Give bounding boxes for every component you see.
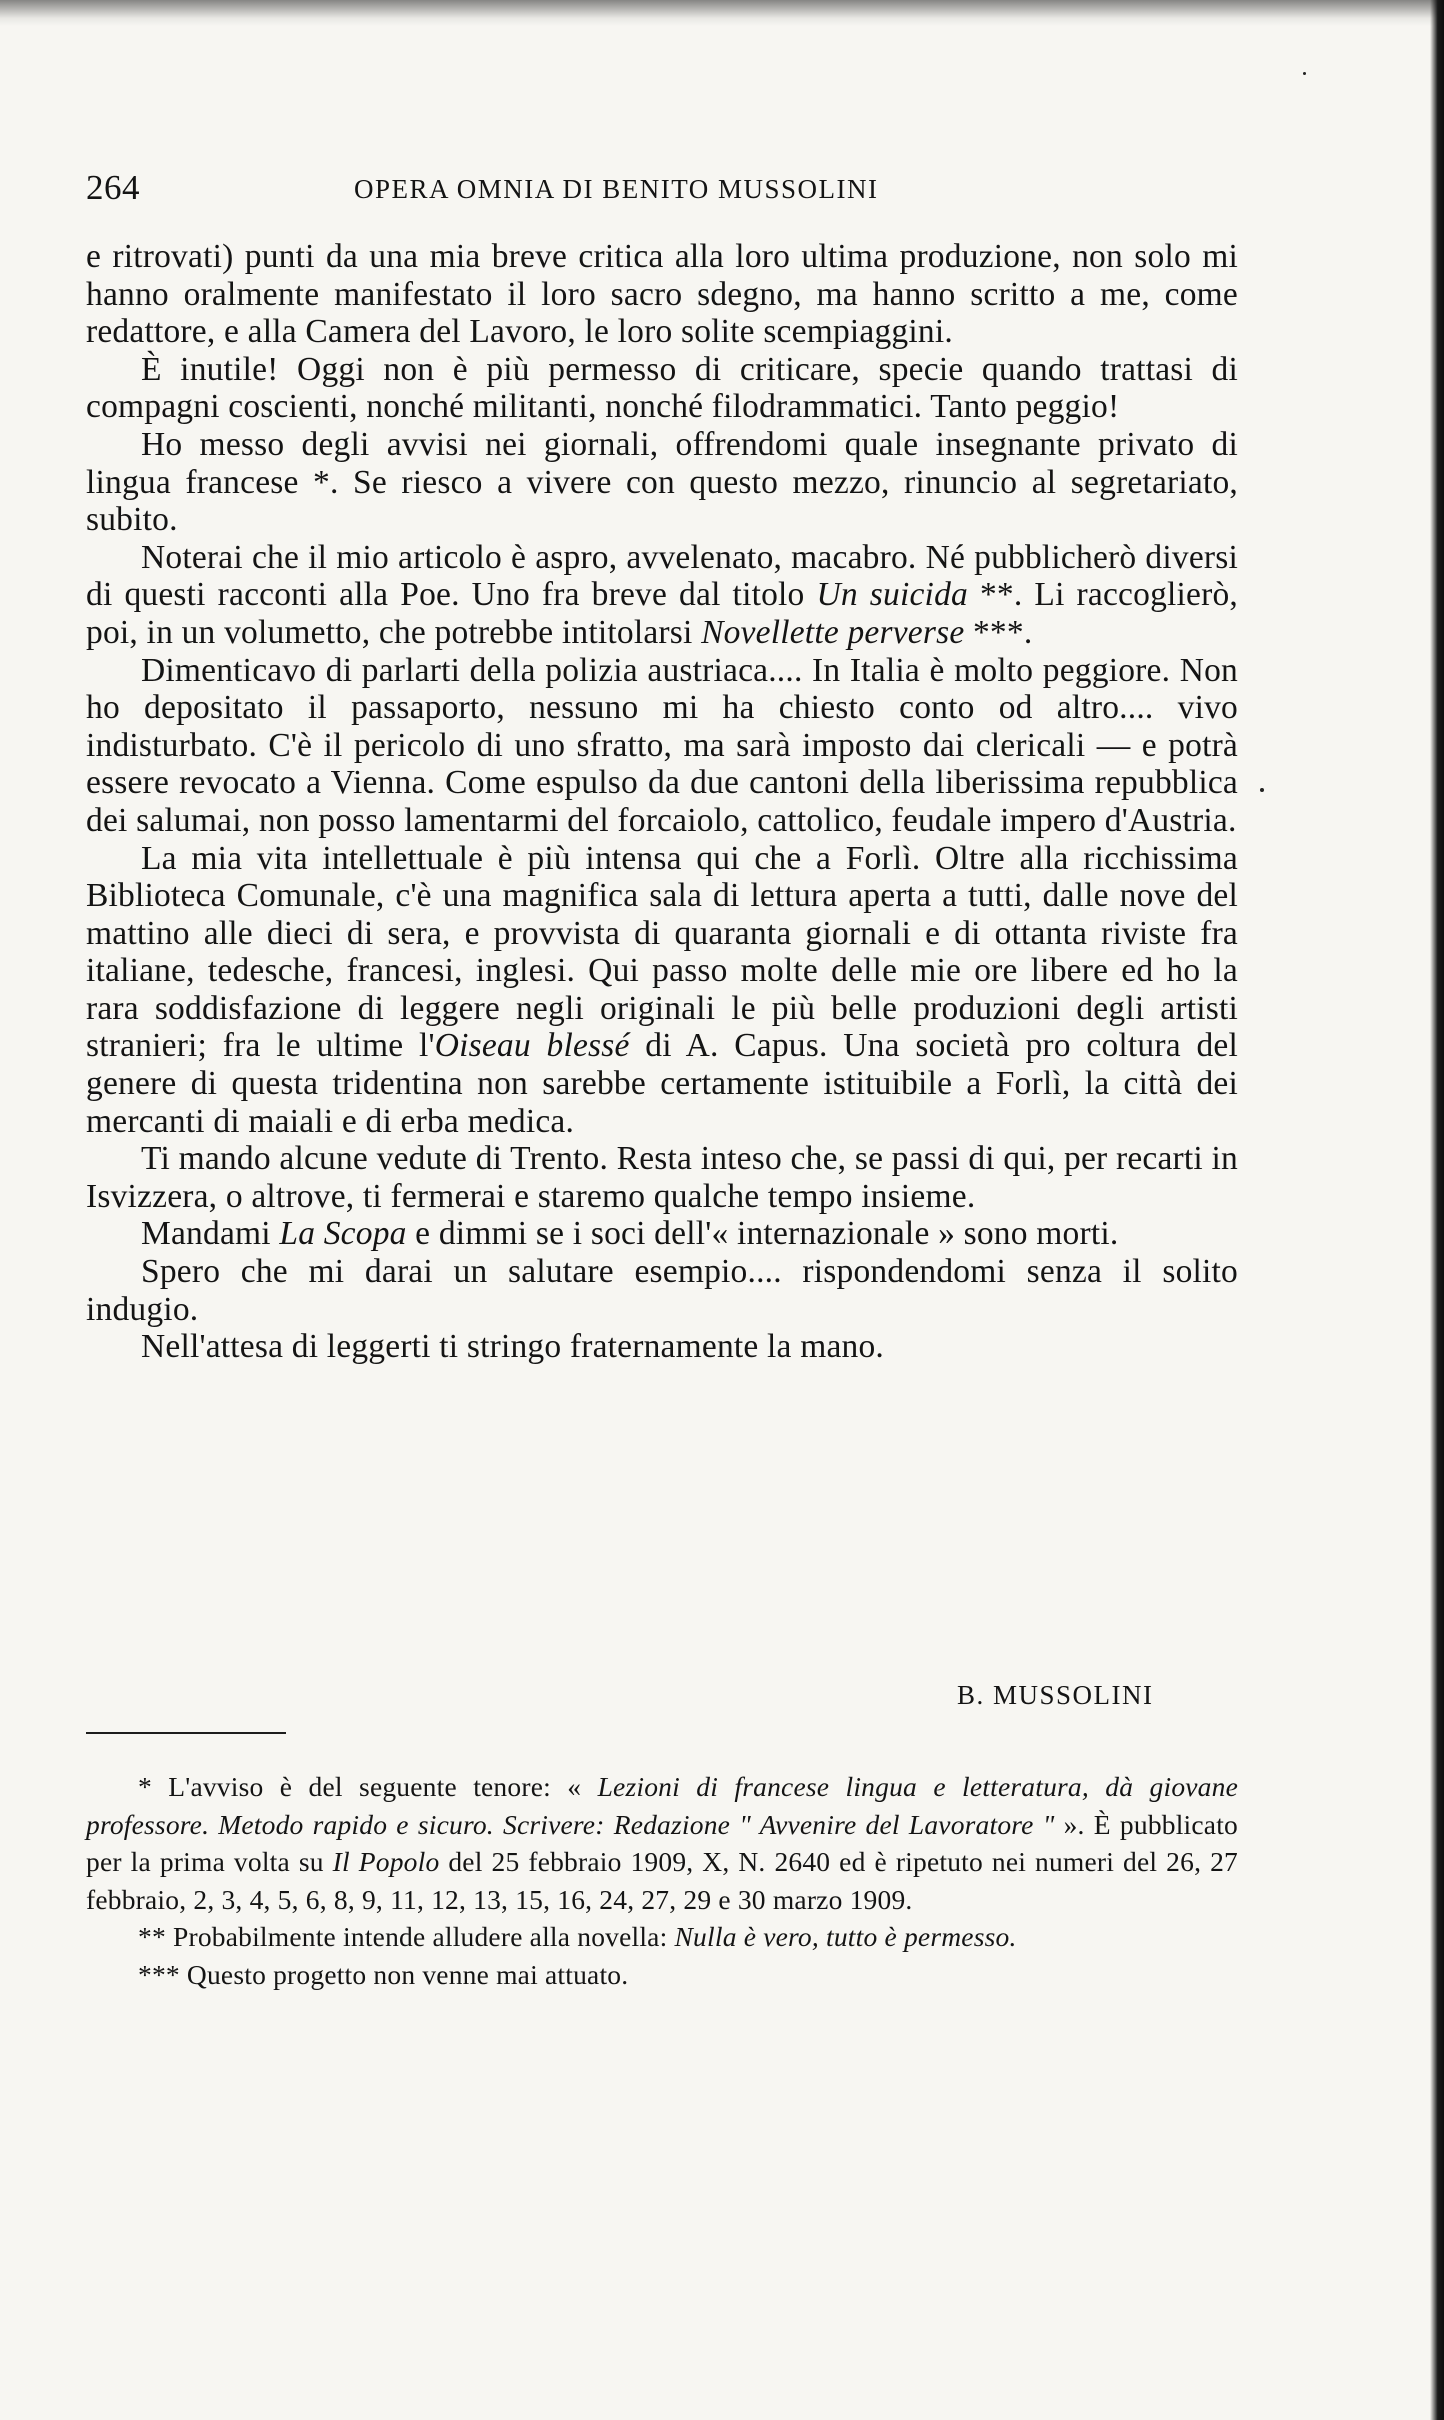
footnotes [86,1768,1238,1993]
text-span: ***. [964,613,1033,651]
scan-speck [1260,788,1264,792]
journal-title: Il Popolo [332,1846,440,1877]
newspaper-title: La Scopa [279,1215,407,1253]
letter-body [86,238,1238,1366]
scan-speck [1303,72,1306,75]
paragraph: Ho messo degli avvisi nei giornali, offrendomi quale insegnante privato di lingua francese *. Se riesco a vivere con questo mezzo, rinuncio al segretariato, subito. [86,425,1238,539]
paragraph [86,539,1238,652]
advert-quote: Lezioni di francese lingua e letteratura, dà giovane professore. Metodo rapido e sicuro. Scrivere: Redazione " Avvenire del Lavoratore " [86,1771,1238,1840]
footnote-2 [86,1918,1238,1956]
text-span: **. Li raccoglierò, poi, in un volumetto, che potrebbe intitolarsi [86,576,1238,651]
text-span: ». È pubblicato per la prima volta su [86,1808,1238,1877]
paragraph [86,840,1238,1141]
paragraph: e ritrovati) punti da una mia breve critica alla loro ultima produzione, non solo mi hanno oralmente manifestato il loro sacro sdegno, ma hanno scritto a me, come redattore, e alla Camera del Lavoro, le loro solite scempiaggini. [86,238,1238,351]
footnote-3: *** Questo progetto non venne mai attuato. [138,1958,629,1990]
footnote-divider [86,1732,286,1734]
footnote-1 [86,1768,1238,1918]
running-head [86,168,1176,214]
paragraph: Ti mando alcune vedute di Trento. Resta inteso che, se passi di qui, per recarti in Isvizzera, o altrove, ti fermerai e staremo qualche tempo insieme. [86,1140,1238,1215]
text-span: del 25 febbraio 1909, X, N. 2640 ed è ripetuto nei numeri del 26, 27 febbraio, 2, 3, 4, 5, 6, 8, 9, 11, 12, 13, 15, 16, 24, 27, 29 e 30 marzo 1909. [86,1846,1238,1915]
page-number: 264 [86,168,140,207]
scan-shadow-top [0,0,1444,26]
text-span: e dimmi se i soci dell'« internazionale » sono morti. [406,1215,1119,1253]
text-span: La mia vita intellettuale è più intensa qui che a Forlì. Oltre alla ricchissima Biblioteca Comunale, c'è una magnifica sala di lettura aperta a tutti, dalle nove del mattino alle dieci di sera, e provvista di quaranta giornali e di ottanta riviste fra italiane, tedesche, francesi, inglesi. Qui passo molte delle mie ore libere ed ho la rara soddisfazione di leggere negli originali le più belle produzioni degli artisti stranieri; fra le ultime l' [86,839,1238,1065]
text-span: di A. Capus. Una società pro coltura del genere di questa tridentina non sarebbe certamente istituibile a Forlì, la città dei mercanti di maiali e di erba medica. [86,1027,1239,1140]
signature: B. MUSSOLINI [957,1680,1154,1710]
text-span: ** Probabilmente intende alludere alla novella: [138,1921,675,1952]
paragraph: Nell'attesa di leggerti ti stringo fraternamente la mano. [141,1328,885,1366]
paragraph: Dimenticavo di parlarti della polizia austriaca.... In Italia è molto peggiore. Non ho depositato il passaporto, nessuno mi ha chiesto conto od altro.... vivo indisturbato. C'è il pericolo di uno sfratto, ma sarà imposto dai clericali — e potrà essere revocato a Vienna. Come espulso da due cantoni della liberissima repubblica dei salumai, non posso lamentarmi del forcaiolo, cattolico, feudale impero d'Austria. [86,651,1238,839]
paragraph: È inutile! Oggi non è più permesso di criticare, specie quando trattasi di compagni coscienti, nonché militanti, nonché filodrammatici. Tanto peggio! [86,350,1238,426]
paragraph [86,1215,1238,1253]
collection-title: Novellette perverse [701,613,965,651]
novella-title: Nulla è vero, tutto è permesso. [674,1921,1017,1952]
scan-shadow-right [1430,0,1444,2420]
paragraph: Spero che mi darai un salutare esempio.... rispondendomi senza il solito indugio. [86,1253,1238,1328]
text-span: Mandami [141,1215,280,1253]
text-span: Noterai che il mio articolo è aspro, avvelenato, macabro. Né pubblicherò diversi di questi racconti alla Poe. Uno fra breve dal titolo [86,538,1238,614]
book-title: OPERA OMNIA DI BENITO MUSSOLINI [354,174,879,204]
text-span: * L'avviso è del seguente tenore: « [138,1771,598,1802]
story-title: Un suicida [816,576,968,614]
play-title: Oiseau blessé [434,1027,630,1065]
